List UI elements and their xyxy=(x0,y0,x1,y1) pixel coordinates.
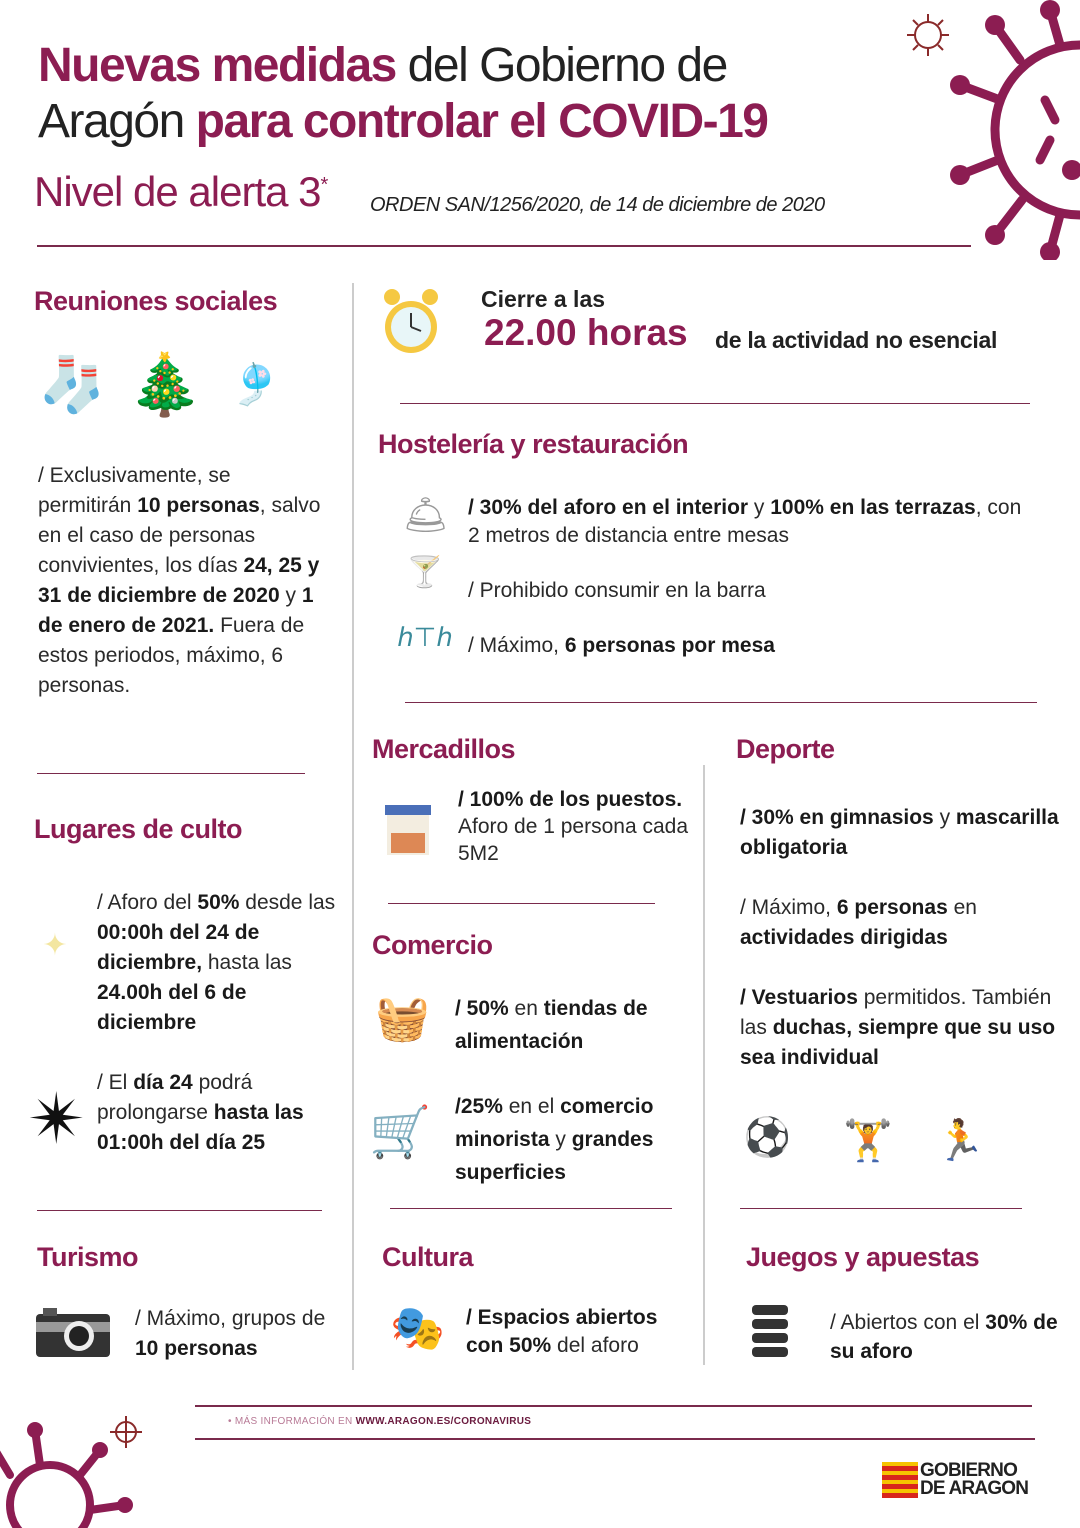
aragon-flag-icon xyxy=(882,1462,918,1498)
text: Aforo de 1 persona cada 5M2 xyxy=(458,815,688,865)
bold-text: 6 personas por mesa xyxy=(564,634,775,657)
bold-text: 10 personas xyxy=(137,494,260,517)
christmas-tree-icon: 🎄 xyxy=(127,350,203,418)
divider xyxy=(37,773,305,774)
heading-reuniones: Reuniones sociales xyxy=(34,286,278,316)
deporte-item-1 xyxy=(740,803,1060,863)
hosteleria-item-2 xyxy=(468,576,1028,606)
divider xyxy=(400,403,1030,404)
theater-masks-icon: 🎭 xyxy=(390,1303,445,1353)
text: , con 2 metros de distancia entre mesas xyxy=(468,496,1022,547)
bold-text: / 30% del aforo en el interior xyxy=(468,496,749,519)
text: / Máximo, grupos de xyxy=(135,1307,326,1330)
cocktail-icon: 🍸 xyxy=(406,556,444,589)
order-reference: ORDEN SAN/1256/2020, de 14 de diciembre de 2020 xyxy=(370,194,825,216)
bold-text: 10 personas xyxy=(135,1337,258,1360)
bold-text: 1 de enero de 2021. xyxy=(38,584,314,637)
alert-level-text: Nivel de alerta 3 xyxy=(34,168,321,215)
sparkle-icon: ✦ xyxy=(42,928,68,962)
culto-item-2 xyxy=(97,1068,342,1158)
bold-text: comercio minorista xyxy=(455,1095,654,1151)
text: hasta las xyxy=(202,951,292,974)
deporte-item-3 xyxy=(740,983,1060,1073)
weightlifter-icon: 🏋 xyxy=(843,1118,893,1163)
bold-text: / 100% de los puestos. xyxy=(458,788,683,811)
bold-text: 6 personas xyxy=(836,896,948,919)
table-chairs-icon: ℎ⊤ℎ xyxy=(397,621,453,652)
bold-text: grandes superficies xyxy=(455,1128,654,1184)
grocery-basket-icon: 🧺 xyxy=(375,993,430,1043)
alarm-clock-icon xyxy=(380,285,442,359)
bold-text: 100% en las terrazas xyxy=(770,496,976,519)
more-info-link[interactable]: WWW.ARAGON.ES/CORONAVIRUS xyxy=(355,1416,532,1427)
cierre-label: Cierre a las xyxy=(481,286,606,312)
bold-text: 24.00h del 6 de diciembre xyxy=(97,981,247,1034)
bold-text: hasta las 01:00h del día 25 xyxy=(97,1101,304,1154)
hosteleria-item-1 xyxy=(468,494,1028,550)
text: / Prohibido consumir en la barra xyxy=(468,579,766,602)
more-info-label: MÁS INFORMACIÓN EN xyxy=(234,1416,356,1427)
text: desde las xyxy=(239,891,336,914)
more-info: • MÁS INFORMACIÓN EN WWW.ARAGON.ES/CORONAVIRUS xyxy=(228,1416,532,1427)
text: en xyxy=(508,997,544,1020)
text: permitidos. También las xyxy=(740,986,1052,1039)
heading-mercadillos: Mercadillos xyxy=(372,734,516,764)
heading-cultura: Cultura xyxy=(382,1242,473,1272)
column-divider xyxy=(703,765,705,1365)
star-icon: ✴ xyxy=(27,1080,87,1158)
text: y xyxy=(279,584,302,607)
text: / Máximo, xyxy=(740,896,837,919)
text: , salvo en el caso de personas convivientes, los días xyxy=(38,494,321,577)
divider xyxy=(388,903,655,904)
bold-text: / 50% xyxy=(455,997,509,1020)
logo-line-1: GOBIERNO xyxy=(920,1460,1018,1481)
bold-text: 00:00h del 24 de diciembre, xyxy=(97,921,260,974)
virus-icon xyxy=(0,1410,160,1528)
text: / Abiertos con el xyxy=(830,1311,986,1334)
heading-turismo: Turismo xyxy=(37,1242,139,1272)
title-light: Aragón xyxy=(38,95,196,148)
hosteleria-item-3 xyxy=(468,631,1028,661)
mercadillos-text xyxy=(458,786,688,867)
title-light: del Gobierno de xyxy=(395,39,727,92)
comercio-item-2 xyxy=(455,1090,695,1189)
bold-text: tiendas de alimentación xyxy=(455,997,648,1053)
text: podrá prolongarse xyxy=(97,1071,253,1124)
turismo-text xyxy=(135,1304,335,1364)
title-bold: Nuevas medidas xyxy=(38,39,396,92)
ornaments-icon: 🎐 xyxy=(230,362,280,407)
divider xyxy=(405,702,1037,703)
divider xyxy=(390,1208,672,1209)
bold-text: 30% de su aforo xyxy=(830,1311,1058,1363)
comercio-item-1 xyxy=(455,992,690,1058)
cierre-rest: de la actividad no esencial xyxy=(715,327,998,353)
text: y xyxy=(549,1128,572,1151)
text: en el xyxy=(502,1095,561,1118)
cloche-icon: 🛎 xyxy=(402,493,449,535)
soccer-ball-icon: ⚽ xyxy=(743,1116,792,1159)
poker-chips-icon xyxy=(748,1303,792,1359)
heading-comercio: Comercio xyxy=(372,930,493,960)
bold-text: duchas, siempre que su uso sea individual xyxy=(740,1016,1056,1069)
culto-item-1 xyxy=(97,888,347,1038)
market-stall-icon xyxy=(383,803,433,857)
bold-text: día 24 xyxy=(133,1071,193,1094)
page-title xyxy=(38,38,767,150)
bold-text: / Vestuarios xyxy=(740,986,858,1009)
virus-icon xyxy=(940,0,1080,260)
bold-text: / Espacios abiertos con 50% xyxy=(466,1306,658,1357)
alert-level xyxy=(34,168,327,216)
cultura-text xyxy=(466,1304,696,1360)
text: / Aforo del xyxy=(97,891,198,914)
heading-hosteleria: Hostelería y restauración xyxy=(378,429,689,459)
reuniones-text xyxy=(38,461,323,701)
heading-culto: Lugares de culto xyxy=(34,814,243,844)
bold-text: mascarilla obligatoria xyxy=(740,806,1059,859)
bold-text: actividades dirigidas xyxy=(740,926,948,949)
text: / Exclusivamente, se permitirán xyxy=(38,464,231,517)
divider xyxy=(195,1405,1032,1407)
cierre-time: 22.00 horas xyxy=(484,312,688,353)
divider xyxy=(195,1438,1035,1440)
deporte-item-2 xyxy=(740,893,1060,953)
logo-line-2: DE ARAGON xyxy=(920,1478,1029,1499)
divider xyxy=(37,1210,322,1211)
bold-text: 24, 25 y 31 de diciembre de 2020 xyxy=(38,554,320,607)
text: y xyxy=(748,496,771,519)
text: del aforo xyxy=(551,1334,639,1357)
heading-juegos: Juegos y apuestas xyxy=(746,1242,980,1272)
juegos-text xyxy=(830,1308,1060,1366)
column-divider xyxy=(352,283,354,1370)
divider xyxy=(37,245,971,247)
gobierno-aragon-logo xyxy=(882,1462,1028,1498)
runner-icon: 🏃 xyxy=(935,1118,985,1163)
divider xyxy=(740,1208,1022,1209)
bold-text: 50% xyxy=(197,891,240,914)
asterisk: * xyxy=(320,174,328,196)
bold-text: / 30% en gimnasios xyxy=(740,806,934,829)
text: / El xyxy=(97,1071,134,1094)
text: en xyxy=(947,896,977,919)
camera-icon xyxy=(35,1308,111,1358)
small-virus-icon xyxy=(905,12,951,58)
text: / Máximo, xyxy=(468,634,565,657)
text: Fuera de estos periodos, máximo, 6 personas. xyxy=(38,614,305,697)
shopping-cart-icon: 🛒 xyxy=(369,1104,432,1160)
stocking-icon: 🧦 xyxy=(38,354,107,415)
text: y xyxy=(933,806,956,829)
bold-text: /25% xyxy=(455,1095,503,1118)
title-bold: para controlar el COVID-19 xyxy=(195,95,768,148)
heading-deporte: Deporte xyxy=(736,734,835,764)
